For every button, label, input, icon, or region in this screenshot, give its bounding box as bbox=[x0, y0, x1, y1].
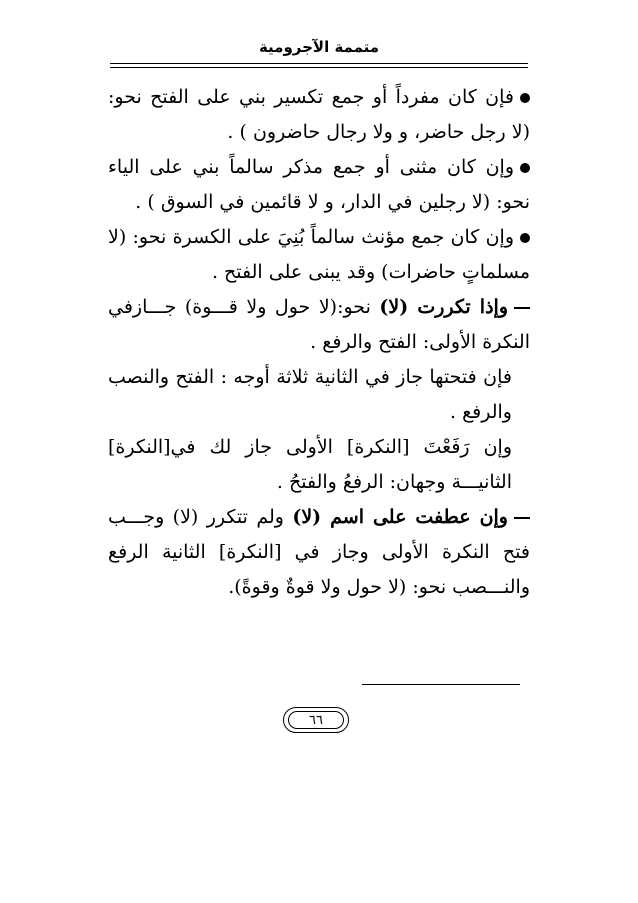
paragraph-text: نحو:(لا حول ولا قـــوة) جـــازفي النكرة الأولى: الفتح والرفع . bbox=[108, 296, 530, 353]
page-number-badge bbox=[283, 707, 349, 733]
paragraph-text: فإن فتحتها جاز في الثانية ثلاثة أوجه : الفتح والنصب والرفع . bbox=[108, 366, 512, 423]
dash-marker-icon bbox=[514, 307, 530, 309]
bullet-icon bbox=[520, 163, 530, 173]
paragraph-conjunction bbox=[108, 500, 530, 605]
header-rule-thick bbox=[110, 63, 528, 64]
page-number: ٦٦ bbox=[309, 712, 323, 728]
bullet-icon bbox=[520, 93, 530, 103]
paragraph-text: وإن رَفَعْتَ [النكرة] الأولى جاز لك في[النكرة] الثانيـــة وجهان: الرفعُ والفتحُ . bbox=[108, 436, 512, 493]
dash-marker-icon bbox=[514, 517, 530, 519]
paragraph-text: وإن كان جمع مؤنث سالماً بُنِيَ على الكسرة نحو: (لا مسلماتٍ حاضرات) وقد يبنى على الفتح . bbox=[108, 226, 530, 283]
running-header-title: متممة الآجرومية bbox=[258, 38, 380, 56]
section-heading: وإن عطفت على اسم (لا) bbox=[292, 506, 508, 528]
paragraph-raf-options bbox=[108, 430, 530, 500]
paragraph-feminine-plural-case bbox=[108, 220, 530, 290]
paragraph-text: فإن كان مفرداً أو جمع تكسير بني على الفتح نحو: (لا رجل حاضر، و ولا رجال حاضرون ) . bbox=[108, 86, 530, 143]
section-heading: وإذا تكررت (لا) bbox=[379, 296, 508, 318]
paragraph-fatha-options bbox=[108, 360, 530, 430]
paragraph-text: وإن كان مثنى أو جمع مذكر سالماً بني على الياء نحو: (لا رجلين في الدار، و لا قائمين في السوق ) . bbox=[108, 156, 530, 213]
paragraph-repeated-la bbox=[108, 290, 530, 360]
page-body bbox=[108, 80, 530, 605]
paragraph-text: ولم تتكرر (لا) وجـــب فتح النكرة الأولى وجاز في [النكرة] الثانية الرفع والنـــصب نحو: (لا حول ولا قوةٌ وقوةً). bbox=[108, 506, 530, 598]
footnote-separator bbox=[362, 684, 520, 685]
paragraph-dual-case bbox=[108, 150, 530, 220]
header-rule-thin bbox=[110, 67, 528, 68]
bullet-icon bbox=[520, 233, 530, 243]
paragraph-singular-case bbox=[108, 80, 530, 150]
